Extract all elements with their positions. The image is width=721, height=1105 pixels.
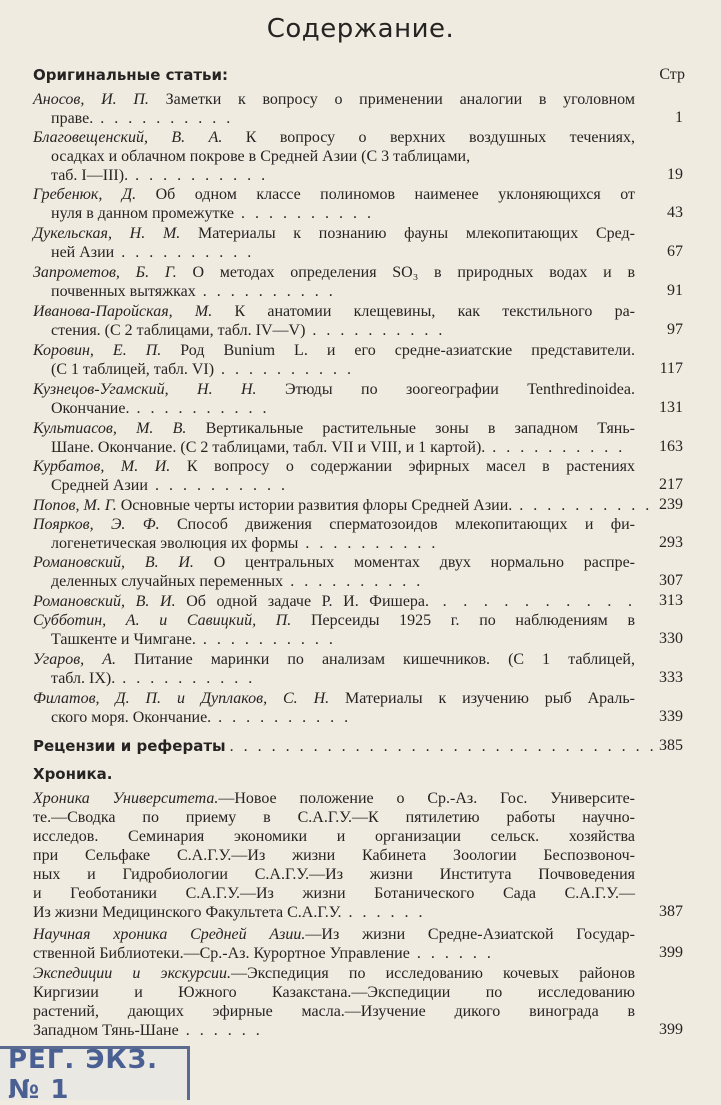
entry-line	[33, 515, 635, 534]
entry-author: Попов, М. Г.	[33, 497, 121, 514]
entry-author: Запрометов, Б. Г.	[33, 264, 193, 281]
entry-text: Этюды по зоогеографии Tenthredinoidea.	[284, 381, 635, 398]
entry-line	[33, 380, 635, 399]
chronicle-line	[33, 1021, 635, 1040]
entry-author: Благовещенский, В. А.	[33, 129, 246, 146]
toc-entry[interactable]	[33, 341, 683, 379]
chronicle-entry[interactable]	[33, 789, 683, 922]
entry-page-number: 313	[659, 592, 683, 609]
entry-page-number: 67	[667, 243, 683, 260]
entry-line	[33, 341, 635, 360]
entry-author: Гребенюк, Д.	[33, 186, 156, 203]
entry-page-number: 239	[659, 496, 683, 513]
entry-text: нуля в данном промежутке	[51, 205, 234, 222]
entry-author: Романовский, В. И.	[33, 554, 214, 571]
leader-dots: . . . . . . . . . . . . . . . . . . . . . . . . . . . . . . .	[229, 738, 657, 755]
entry-author: Аносов, И. П.	[33, 91, 166, 108]
entry-text: О методах определения SO₃ в природных водах и в	[192, 264, 636, 281]
chronicle-line	[33, 964, 635, 983]
entry-line	[33, 263, 635, 282]
entry-text: Материалы к познанию фауны млекопитающих Сред-	[198, 225, 635, 242]
chronicle-entry[interactable]	[33, 964, 683, 1040]
leader-dots: . . . . . . . . . .	[129, 400, 270, 417]
entry-line	[33, 572, 635, 591]
entry-text: Ташкенте и Чимгане.	[51, 631, 196, 648]
entry-page-number: 333	[659, 669, 683, 686]
chronicle-page-number: 399	[659, 1021, 683, 1038]
chronicle-text: Из жизни Медицинского Факультета С.А.Г.У.	[33, 904, 342, 921]
chronicle-line	[33, 884, 635, 903]
leader-dots: . . . . . . . . . .	[298, 535, 439, 552]
entry-text: Персеиды 1925 г. по наблюдениям в	[310, 612, 636, 629]
entry-line	[33, 321, 635, 340]
chronicle-text: ственной Библиотеки.—Ср.-Аз. Курортное Управление	[33, 945, 410, 962]
entry-text: Вертикальные растительные зоны в западном Тянь-	[205, 420, 635, 437]
entry-text: деленных случайных переменных	[51, 573, 284, 590]
entry-line	[33, 204, 635, 223]
entry-text: Об одной задаче Р. И. Фишера.	[186, 593, 430, 610]
entry-text: осадках и облачном покрове в Средней Азии (С 3 таблицами,	[51, 148, 471, 165]
chronicle-line	[33, 808, 635, 827]
leader-dots: . . . . . . . . . .	[512, 497, 653, 514]
entry-line	[33, 534, 635, 553]
chronicle-lead: Экспедиции и экскурсии.	[33, 965, 232, 982]
leader-dots: . . . . . .	[341, 904, 426, 921]
entry-text: логенетическая эволюция их формы	[51, 535, 299, 552]
entry-text: Шане. Окончание. (С 2 таблицами, табл. VII и VIII, и 1 картой).	[51, 439, 486, 456]
toc-entry[interactable]	[33, 128, 683, 185]
chronicle-text: Киргизии и Южного Казакстана.—Экспедиции по исследованию	[33, 984, 635, 1001]
toc-entry[interactable]	[33, 380, 683, 418]
toc-entry[interactable]	[33, 553, 683, 591]
entry-line	[33, 90, 635, 109]
leader-dots: . . . . . . . . . .	[214, 361, 355, 378]
entry-text: табл. IX).	[51, 670, 116, 687]
entry-line	[33, 630, 635, 649]
entry-line	[33, 438, 635, 457]
entry-text: К вопросу о содержании эфирных масел в растениях	[186, 458, 636, 475]
chronicle-line	[33, 789, 635, 808]
entry-line	[33, 128, 635, 147]
chronicle-line	[33, 925, 635, 944]
entry-author: Дукельская, Н. М.	[33, 225, 199, 242]
entry-author: Поярков, Э. Ф.	[33, 516, 177, 533]
entry-page-number: 293	[659, 534, 683, 551]
reviews-row[interactable]	[33, 737, 683, 756]
chronicle-text: растений, дающих эфирные масла.—Изучение дикого винограда в	[33, 1003, 635, 1020]
entry-line	[33, 708, 635, 727]
toc-entry[interactable]	[33, 457, 683, 495]
leader-dots: . . . . . . . . . .	[429, 593, 636, 610]
entry-line	[33, 302, 635, 321]
entry-page-number: 43	[667, 204, 683, 221]
toc-entry[interactable]	[33, 689, 683, 727]
entry-text: Род Bunium L. и его средне-азиатские представители.	[180, 342, 635, 359]
chronicle-entry[interactable]	[33, 925, 683, 963]
entry-page-number: 307	[659, 572, 683, 589]
chronicle-text: —Из жизни Средне-Азиатской Государ-	[305, 926, 635, 943]
entry-text: праве.	[51, 110, 94, 127]
entry-page-number: 117	[659, 360, 683, 377]
entry-line	[33, 419, 635, 438]
entry-author: Романовский, В. И.	[33, 593, 187, 610]
entry-line	[33, 147, 635, 166]
entry-author: Курбатов, М. И.	[33, 458, 187, 475]
chronicle-line	[33, 827, 635, 846]
chronicle-text: ных и Гидробиологии С.А.Г.У.—Из жизни Института Почвоведения	[33, 866, 635, 883]
toc-entry[interactable]	[33, 224, 683, 262]
entry-text: К вопросу о верхних воздушных течениях,	[245, 129, 636, 146]
page-title: Содержание.	[266, 14, 455, 44]
chronicle-line	[33, 865, 635, 884]
chronicle-text: те.—Сводка по приему в С.А.Г.У.—К пятилетию работы научно-	[33, 809, 635, 826]
chronicle-text: —Экспедиция по исследованию кочевых районов	[231, 965, 635, 982]
entry-text: (С 1 таблицей, табл. VI)	[51, 361, 215, 378]
chronicle-line	[33, 846, 635, 865]
entry-text: ней Азии	[51, 244, 115, 261]
toc-entry[interactable]	[33, 302, 683, 340]
chronicle-text: исследов. Семинария экономики и организации сельск. хозяйства	[33, 828, 635, 845]
entry-page-number: 1	[675, 109, 683, 126]
toc-entry[interactable]	[33, 496, 683, 515]
toc-entry[interactable]	[33, 650, 683, 688]
entry-text: Основные черты истории развития флоры Средней Азии.	[120, 497, 513, 514]
chronicle-line	[33, 1002, 635, 1021]
leader-dots: . . . . . . . . . .	[485, 439, 626, 456]
entry-text: почвенных вытяжках	[51, 283, 196, 300]
entry-author: Угаров, А.	[33, 651, 135, 668]
entry-page-number: 131	[659, 399, 683, 416]
leader-dots: . . . . . . . . . .	[195, 283, 336, 300]
toc-entry[interactable]	[33, 185, 683, 223]
leader-dots: . . . . . .	[409, 945, 494, 962]
entry-line	[33, 496, 653, 515]
entry-line	[33, 611, 635, 630]
entry-line	[33, 476, 635, 495]
chronicle-lead: Хроника Университета.	[33, 790, 219, 807]
toc-entry[interactable]	[33, 515, 683, 553]
entry-text: стения. (С 2 таблицами, табл. IV—V)	[51, 322, 306, 339]
leader-dots: . . . . . . . . . .	[114, 244, 255, 261]
entry-line	[33, 224, 635, 243]
entry-text: Средней Азии	[51, 477, 148, 494]
entry-text: Окончание.	[51, 400, 130, 417]
entry-line	[33, 457, 635, 476]
entry-page-number: 217	[659, 476, 683, 493]
entry-line	[33, 282, 635, 301]
chronicle-text: при Сельфаке С.А.Г.У.—Из жизни Кабинета Зоологии Беспозвоноч-	[33, 847, 635, 864]
registration-stamp: РЕГ. ЭКЗ. № 1	[0, 1046, 190, 1100]
leader-dots: . . . . . . . . . .	[283, 573, 424, 590]
entry-line	[33, 553, 635, 572]
entry-line	[33, 243, 635, 262]
entry-line	[33, 166, 635, 185]
entry-page-number: 163	[659, 438, 683, 455]
toc-entry[interactable]	[33, 90, 683, 128]
entry-line	[33, 592, 635, 611]
chronicle-text: —Новое положение о Ср.-Аз. Гос. Университе-	[218, 790, 635, 807]
leader-dots: . . . . . .	[178, 1022, 263, 1039]
entry-text: Питание маринки по анализам кишечников. (С 1 таблицей,	[134, 651, 635, 668]
entry-page-number: 97	[667, 321, 683, 338]
toc-entry[interactable]	[33, 611, 683, 649]
leader-dots: . . . . . . . . . .	[128, 167, 269, 184]
leader-dots: . . . . . . . . . .	[93, 110, 234, 127]
entry-author: Кузнецов-Угамский, Н. Н.	[33, 381, 285, 398]
entry-author: Филатов, Д. П. и Дуплаков, С. Н.	[33, 690, 346, 707]
leader-dots: . . . . . . . . . .	[195, 631, 336, 648]
chronicle-heading: Хроника.	[33, 765, 113, 783]
reviews-label: Рецензии и рефераты	[33, 737, 226, 755]
entry-line	[33, 399, 635, 418]
toc-entry[interactable]	[33, 419, 683, 457]
entry-line	[33, 650, 635, 669]
original-articles-heading: Оригинальные статьи:	[33, 66, 229, 84]
entry-text: ского моря. Окончание.	[51, 709, 212, 726]
entry-line	[33, 185, 635, 204]
entry-text: таб. I—III).	[51, 167, 129, 184]
chronicle-line	[33, 944, 635, 963]
chronicle-page-number: 399	[659, 944, 683, 961]
chronicle-line	[33, 983, 635, 1002]
entry-author: Субботин, А. и Савицкий, П.	[33, 612, 311, 629]
chronicle-text: Западном Тянь-Шане	[33, 1022, 179, 1039]
toc-entry[interactable]	[33, 592, 683, 611]
entry-author: Культиасов, М. В.	[33, 420, 206, 437]
entry-line	[33, 669, 635, 688]
entry-text: Способ движения сперматозоидов млекопитающих и фи-	[176, 516, 635, 533]
entry-line	[33, 109, 635, 128]
entry-page-number: 91	[667, 282, 683, 299]
entry-line	[33, 689, 635, 708]
toc-entry[interactable]	[33, 263, 683, 301]
entry-text: К анатомии клещевины, как текстильного ра-	[234, 303, 635, 320]
entry-author: Иванова-Паройская, М.	[33, 303, 235, 320]
chronicle-text: и Геоботаники С.А.Г.У.—Из жизни Ботанического Сада С.А.Г.У.—	[33, 885, 635, 902]
entry-text: Об одном классе полиномов наименее уклоняющихся от	[155, 186, 636, 203]
entry-text: Заметки к вопросу о применении аналогии в уголовном	[165, 91, 636, 108]
chronicle-line	[33, 903, 635, 922]
leader-dots: . . . . . . . . . .	[305, 322, 446, 339]
page-column-heading: Стр	[659, 66, 685, 83]
entry-line	[33, 360, 635, 379]
leader-dots: . . . . . . . . . .	[115, 670, 256, 687]
leader-dots: . . . . . . . . . .	[147, 477, 288, 494]
reviews-page: 385	[659, 737, 683, 754]
entry-page-number: 19	[667, 166, 683, 183]
leader-dots: . . . . . . . . . .	[233, 205, 374, 222]
chronicle-page-number: 387	[659, 903, 683, 920]
chronicle-lead: Научная хроника Средней Азии.	[33, 926, 306, 943]
entry-page-number: 339	[659, 708, 683, 725]
leader-dots: . . . . . . . . . .	[211, 709, 352, 726]
entry-text: О центральных моментах двух нормально распре-	[213, 554, 635, 571]
entry-page-number: 330	[659, 630, 683, 647]
entry-text: Материалы к изучению рыб Араль-	[345, 690, 635, 707]
entry-author: Коровин, Е. П.	[33, 342, 181, 359]
